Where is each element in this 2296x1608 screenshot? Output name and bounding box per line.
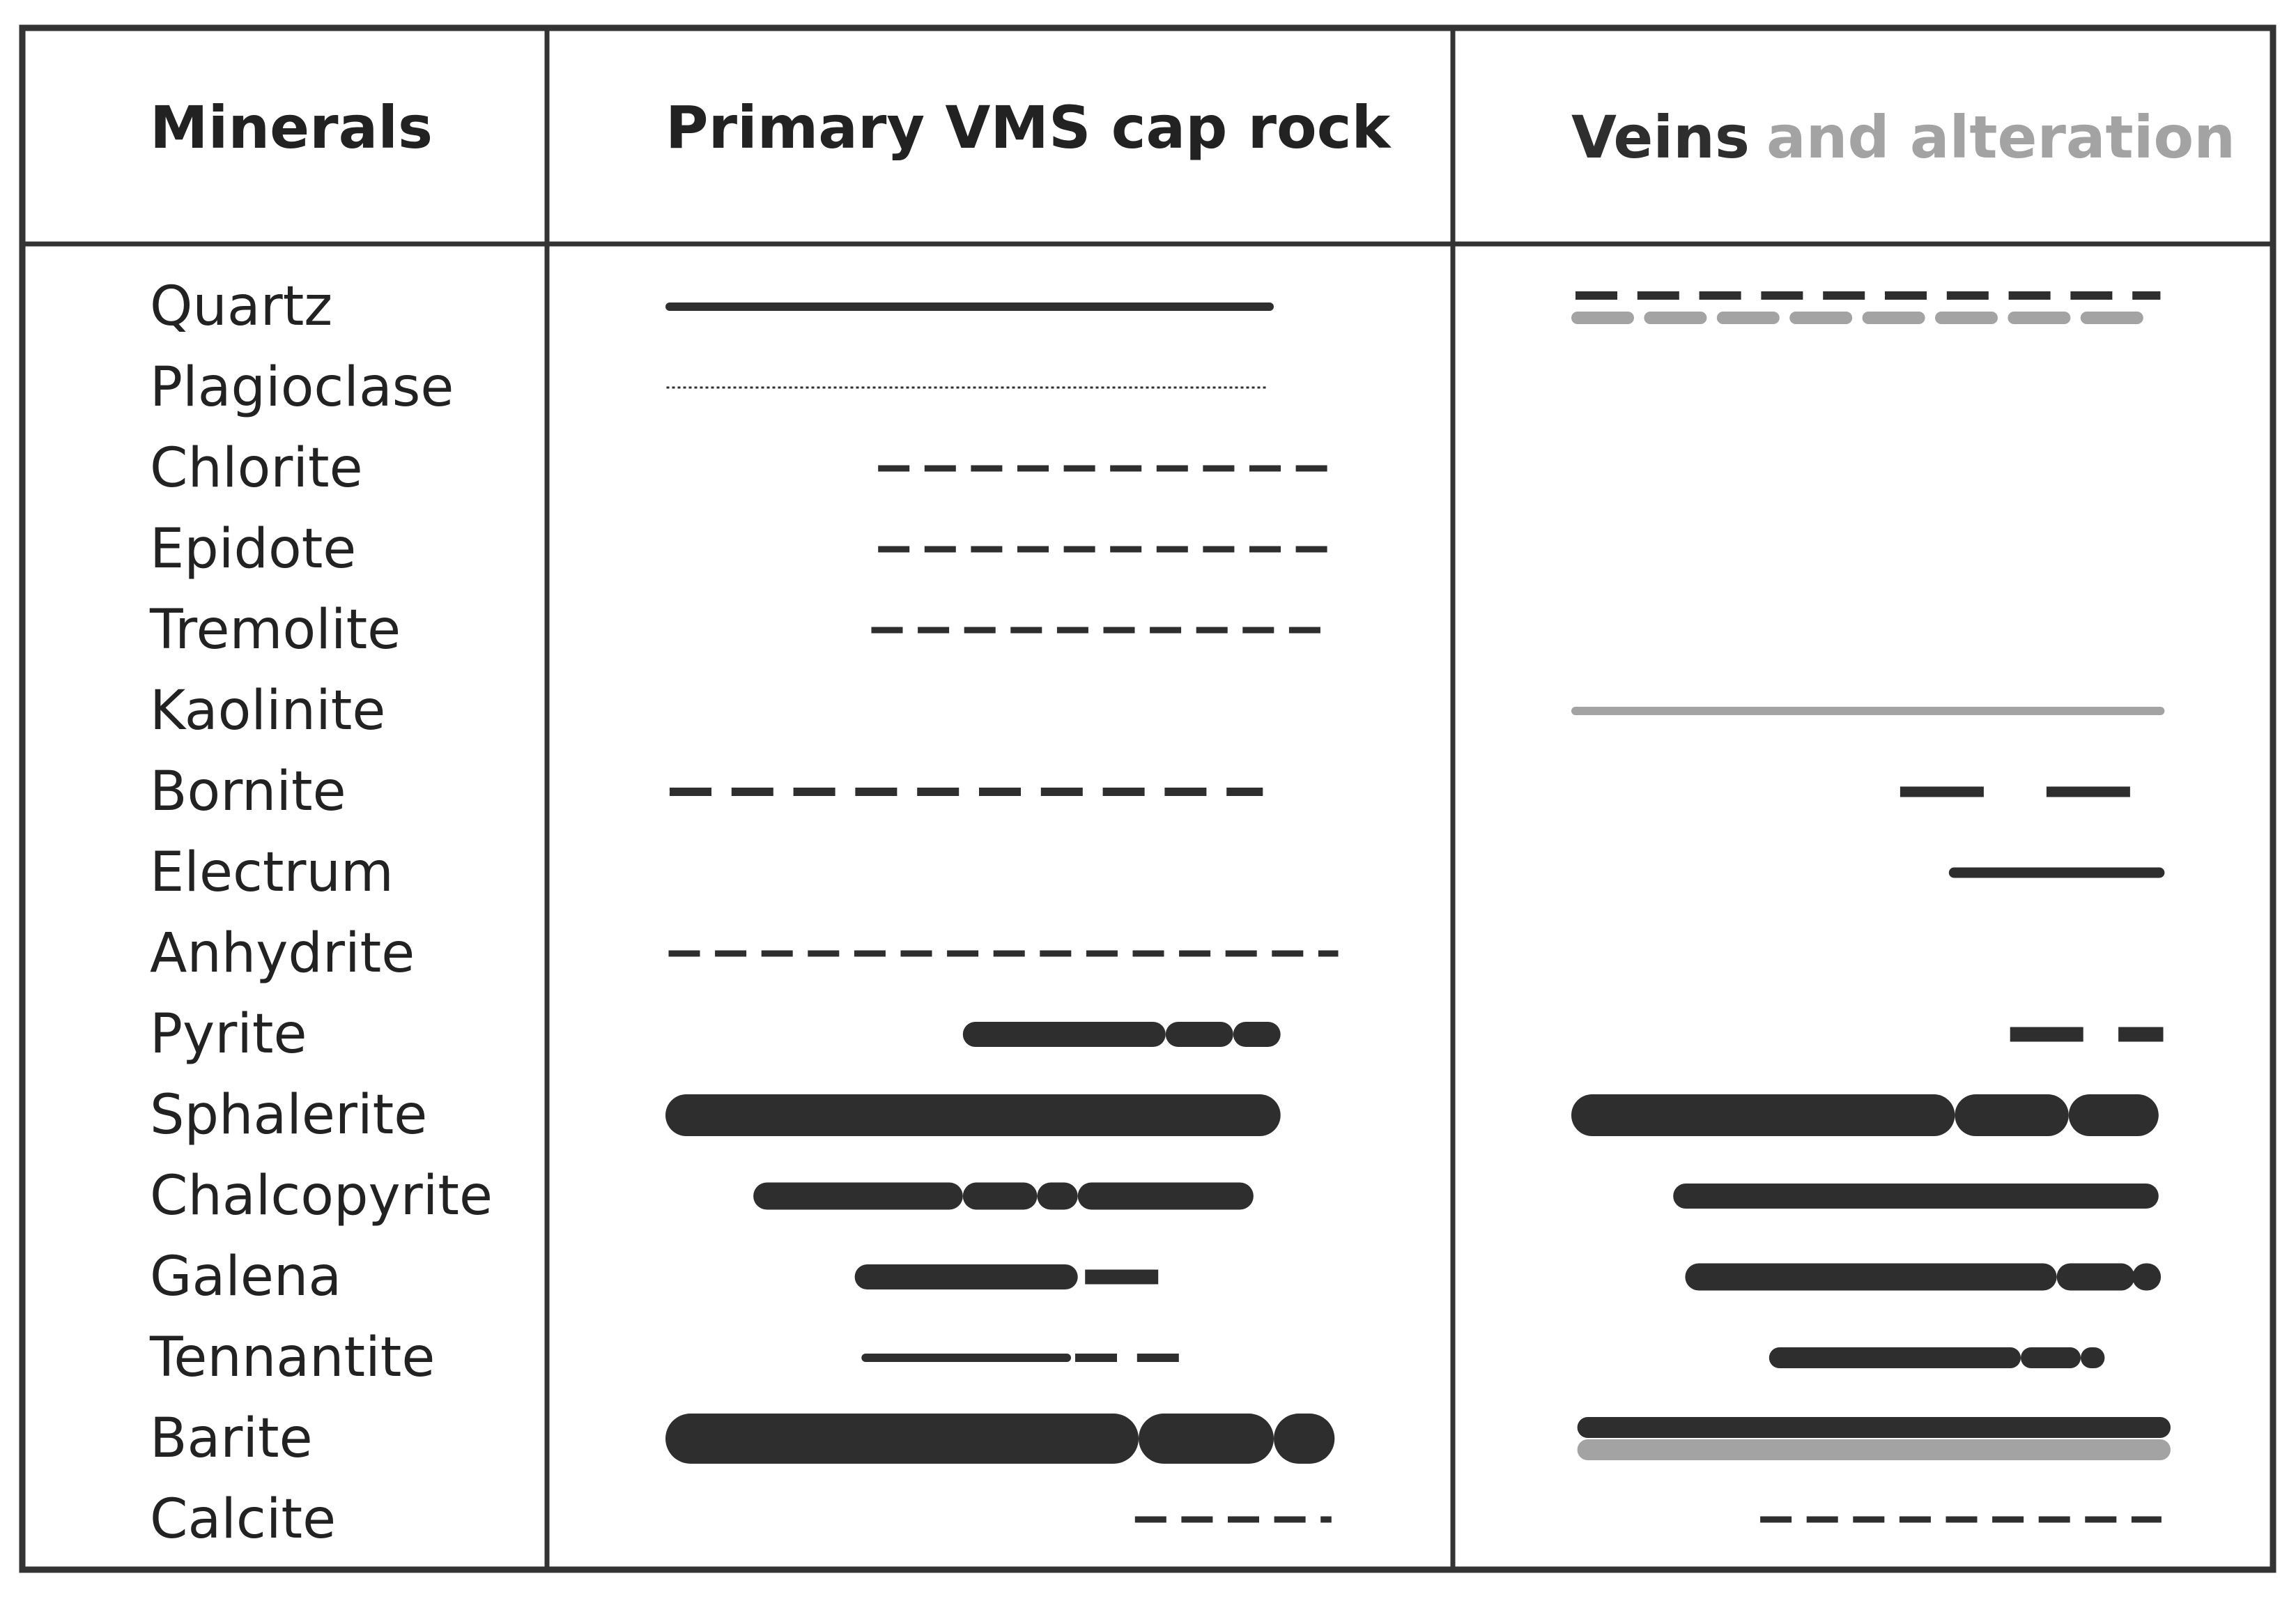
mineral-row-bornite — [150, 760, 2148, 823]
mineral-name: Chlorite — [150, 437, 363, 500]
mineral-row-pyrite — [150, 1003, 2164, 1066]
mineral-name: Quartz — [150, 275, 333, 338]
header-alteration-word: and alteration — [1766, 103, 2236, 171]
mineral-name: Calcite — [150, 1488, 337, 1551]
mineral-name: Galena — [150, 1246, 342, 1308]
mineral-row-chalcopyrite — [150, 1165, 2146, 1227]
mineral-row-chlorite — [150, 437, 1339, 500]
mineral-name: Anhydrite — [150, 922, 415, 985]
mineral-row-kaolinite — [150, 680, 2160, 742]
mineral-name: Tennantite — [150, 1326, 436, 1389]
mineral-row-plagioclase — [150, 356, 1266, 419]
mineral-name: Kaolinite — [150, 680, 386, 742]
mineral-name: Bornite — [150, 760, 346, 823]
mineral-row-sphalerite — [150, 1084, 2138, 1147]
mineral-row-quartz — [150, 275, 2160, 338]
mineral-row-tennantite — [149, 1326, 2094, 1389]
mineral-row-anhydrite — [150, 922, 1339, 985]
mineral-row-galena — [150, 1246, 2148, 1308]
mineral-name: Barite — [150, 1407, 313, 1470]
mineral-row-epidote — [150, 518, 1339, 581]
header-minerals: Minerals — [150, 93, 433, 162]
mineral-row-tremolite — [149, 599, 1332, 661]
mineral-name: Tremolite — [150, 599, 401, 661]
header-veins-word: Veins — [1571, 103, 1750, 171]
mineral-name: Plagioclase — [150, 356, 454, 419]
mineral-name: Epidote — [150, 518, 357, 581]
mineral-row-calcite — [150, 1488, 2162, 1551]
mineral-name: Chalcopyrite — [150, 1165, 493, 1227]
mineral-row-electrum — [150, 841, 2159, 904]
mineral-row-barite — [150, 1407, 2160, 1470]
mineral-name: Sphalerite — [150, 1084, 428, 1147]
mineral-rows — [149, 275, 2164, 1551]
mineral-name: Pyrite — [150, 1003, 307, 1066]
header-primary-vms-cap-rock: Primary VMS cap rock — [665, 93, 1391, 162]
header-veins-and-alteration — [1571, 103, 2235, 171]
mineral-name: Electrum — [150, 841, 394, 904]
header-row — [150, 93, 2235, 171]
